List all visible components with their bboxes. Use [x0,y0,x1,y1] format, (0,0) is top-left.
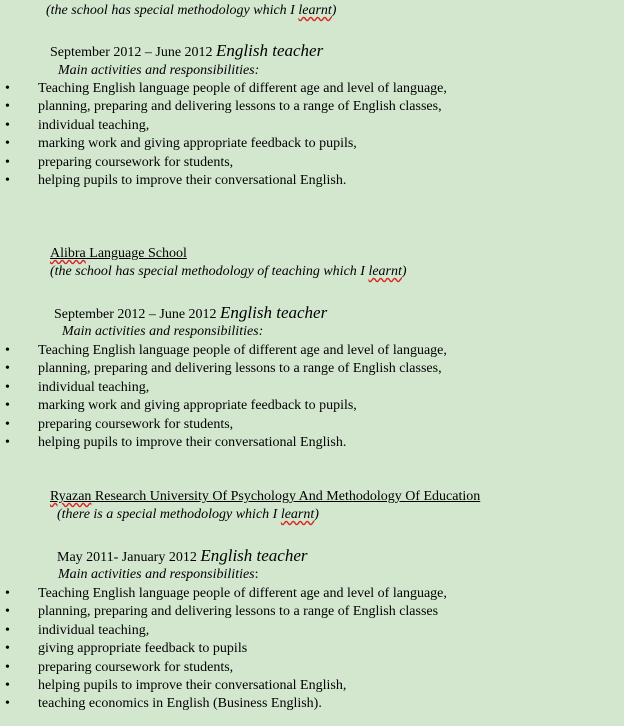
list-item: • preparing coursework for students, [5,416,234,432]
list-item: • Teaching English language people of different age and level of language, [5,81,447,96]
section-2-organization: Ryazan Research University Of Psychology And Methodology Of Education [50,489,481,504]
section-1-period: September 2012 – June 2012 English teacher [54,303,328,322]
spellcheck-word: learnt [368,264,402,279]
list-item: • preparing coursework for students, [5,659,234,675]
list-item: • teaching economics in English (Business English). [5,696,322,712]
section-2-activities-heading: Main activities and responsibilities: [58,567,259,582]
section-2-note: (there is a special methodology which I learnt) [57,507,319,522]
section-0-note: (the school has special methodology which I learnt) [46,3,337,18]
section-1-list [0,342,620,452]
section-1-note: (the school has special methodology of teaching which I learnt) [50,264,407,279]
list-item: • preparing coursework for students, [5,154,234,170]
spellcheck-word: learnt [280,507,315,522]
list-item: • helping pupils to improve their conversational English. [5,434,347,450]
list-item: • planning, preparing and delivering lessons to a range of English classes, [5,99,442,115]
list-item: • individual teaching, [5,379,150,395]
job-title: English teacher [216,41,324,60]
section-1-activities-heading: Main activities and responsibilities: [62,324,264,339]
section-0-period: September 2012 – June 2012 English teacher [50,41,324,60]
list-item: • planning, preparing and delivering lessons to a range of English classes [5,604,439,620]
list-item: • individual teaching, [5,622,150,638]
list-item: • planning, preparing and delivering lessons to a range of English classes, [5,361,442,377]
spellcheck-word: learnt [298,3,332,18]
spellcheck-word: Alibra [50,246,86,261]
list-item: • Teaching English language people of different age and level of language, [5,586,447,601]
section-1-organization: Alibra Language School [50,246,187,261]
job-title: English teacher [200,546,308,565]
job-title: English teacher [220,303,328,322]
list-item: • individual teaching, [5,117,150,133]
section-0-list [0,80,620,190]
list-item: • marking work and giving appropriate feedback to pupils, [5,136,357,152]
list-item: • helping pupils to improve their conversational English. [5,172,347,188]
spellcheck-word: Ryazan [50,489,92,504]
section-0-activities-heading: Main activities and responsibilities: [58,63,260,78]
list-item: • giving appropriate feedback to pupils [5,641,248,657]
list-item: • Teaching English language people of different age and level of language, [5,343,447,358]
list-item: • helping pupils to improve their conversational English, [5,677,347,693]
list-item: • marking work and giving appropriate feedback to pupils, [5,398,357,414]
section-2-period: May 2011- January 2012 English teacher [57,546,308,565]
section-2-list [0,585,620,714]
